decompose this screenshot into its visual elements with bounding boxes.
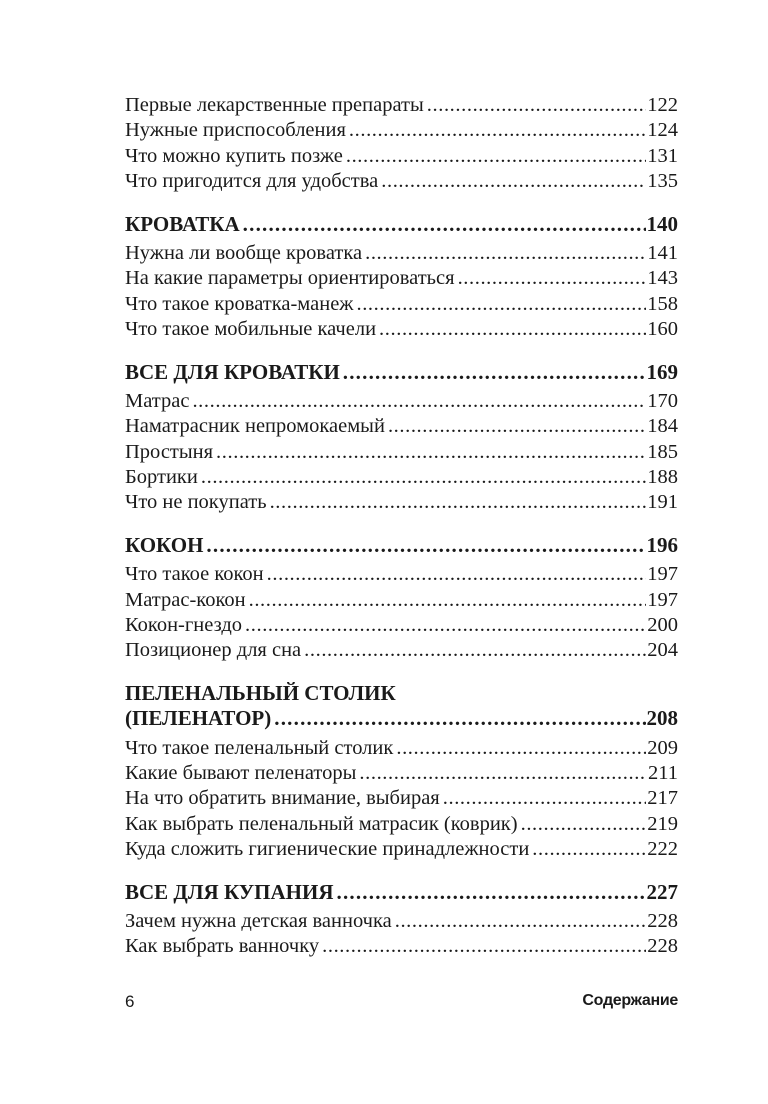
entry-page-number: 228 [647,909,678,932]
toc-entry[interactable] [125,93,678,118]
entry-title: Зачем нужна детская ванночка [125,909,392,932]
entry-page-number: 204 [647,639,678,662]
toc-entry[interactable] [125,241,678,266]
dot-leader [270,490,647,515]
toc-entry[interactable] [125,169,678,194]
dot-leader [304,638,646,663]
entry-title: Куда сложить гигиенические принадлежности [125,838,530,861]
toc-entry[interactable] [125,812,678,837]
toc-section-heading[interactable] [125,533,678,558]
section-title: КРОВАТКА [125,211,240,236]
toc-entry[interactable] [125,588,678,613]
section-heading-line: ПЕЛЕНАЛЬНЫЙ СТОЛИК [125,680,396,705]
entry-page-number: 160 [647,318,678,341]
running-title: Содержание [582,992,678,1009]
section-title: КОКОН [125,532,204,557]
entry-page-number: 196 [646,532,678,557]
entry-title: Позиционер для сна [125,639,302,662]
toc-entry[interactable] [125,490,678,515]
entry-page-number: 170 [647,389,678,412]
dot-leader [521,812,647,837]
toc-entry[interactable] [125,118,678,143]
entry-page-number: 200 [647,614,678,637]
entry-title: Что можно купить позже [125,144,343,167]
section-title: (ПЕЛЕНАТОР) [125,706,272,731]
toc-entry[interactable] [125,144,678,169]
entry-title: На какие параметры ориентироваться [125,267,455,290]
table-of-contents [125,93,678,960]
dot-leader [443,786,647,811]
dot-leader [245,613,646,638]
toc-entry[interactable] [125,266,678,291]
entry-title: Что такое пеленальный столик [125,736,394,759]
entry-page-number: 197 [647,588,678,611]
dot-leader [243,212,646,237]
entry-page-number: 227 [646,879,678,904]
dot-leader [201,465,646,490]
toc-entry[interactable] [125,837,678,862]
toc-entry[interactable] [125,440,678,465]
entry-title: Первые лекарственные препараты [125,94,424,116]
dot-leader [216,440,646,465]
entry-page-number: 141 [647,241,678,264]
dot-leader [322,934,646,959]
toc-entry[interactable] [125,562,678,587]
entry-title: Что не покупать [125,491,267,514]
entry-page-number: 191 [647,491,678,514]
toc-entry[interactable] [125,786,678,811]
dot-leader [249,588,647,613]
entry-page-number: 217 [647,787,678,810]
entry-title: Что такое кокон [125,563,264,586]
entry-page-number: 197 [647,563,678,586]
dot-leader [192,389,646,414]
entry-page-number: 169 [646,359,678,384]
dot-leader [532,837,646,862]
toc-entry[interactable] [125,736,678,761]
toc-section-heading[interactable] [125,360,678,385]
dot-leader [379,317,646,342]
entry-page-number: 135 [647,170,678,193]
toc-section-heading[interactable] [125,212,678,237]
dot-leader [206,533,645,558]
dot-leader [458,266,647,291]
entry-page-number: 208 [646,706,678,731]
entry-page-number: 228 [647,935,678,958]
toc-entry[interactable] [125,613,678,638]
entry-title: Матрас [125,389,190,412]
dot-leader [356,292,646,317]
entry-title: Бортики [125,466,198,489]
entry-title: Матрас-кокон [125,588,246,611]
entry-page-number: 131 [647,144,678,167]
toc-section-heading[interactable] [125,706,678,731]
entry-page-number: 185 [647,440,678,463]
toc-entry[interactable] [125,909,678,934]
entry-title: Нужна ли вообще кроватка [125,241,363,264]
dot-leader [395,909,647,934]
toc-entry[interactable] [125,414,678,439]
entry-page-number: 219 [647,812,678,835]
dot-leader [427,93,646,118]
entry-title: Наматрасник непромокаемый [125,415,385,438]
entry-page-number: 211 [648,761,678,784]
entry-page-number: 140 [646,211,678,236]
dot-leader [359,761,647,786]
dot-leader [388,414,646,439]
entry-page-number: 222 [647,838,678,861]
entry-page-number: 122 [647,94,678,116]
toc-entry[interactable] [125,292,678,317]
dot-leader [365,241,646,266]
toc-entry[interactable] [125,761,678,786]
entry-title: Простыня [125,440,214,463]
entry-title: Нужные приспособления [125,119,346,142]
dot-leader [396,736,646,761]
dot-leader [346,144,646,169]
dot-leader [349,118,646,143]
toc-entry[interactable] [125,465,678,490]
section-title: ВСЕ ДЛЯ КУПАНИЯ [125,879,334,904]
entry-title: Что такое кроватка-манеж [125,292,354,315]
dot-leader [381,169,646,194]
toc-section-heading[interactable] [125,880,678,905]
entry-title: На что обратить внимание, выбирая [125,787,440,810]
entry-page-number: 188 [647,466,678,489]
dot-leader [343,360,646,385]
entry-page-number: 124 [647,119,678,142]
entry-page-number: 184 [647,415,678,438]
entry-title: Какие бывают пеленаторы [125,761,357,784]
toc-entry[interactable] [125,934,678,959]
dot-leader [274,706,645,731]
toc-entry[interactable] [125,389,678,414]
entry-page-number: 158 [647,292,678,315]
entry-title: Что такое мобильные качели [125,318,377,341]
dot-leader [267,562,647,587]
entry-page-number: 209 [647,736,678,759]
dot-leader [337,880,646,905]
page-number: 6 [125,992,135,1011]
entry-page-number: 143 [647,267,678,290]
entry-title: Как выбрать пеленальный матрасик (коврик) [125,812,518,835]
section-title: ВСЕ ДЛЯ КРОВАТКИ [125,359,340,384]
entry-title: Как выбрать ванночку [125,935,320,958]
entry-title: Кокон-гнездо [125,614,243,637]
toc-entry[interactable] [125,317,678,342]
toc-entry[interactable] [125,638,678,663]
entry-title: Что пригодится для удобства [125,170,379,193]
